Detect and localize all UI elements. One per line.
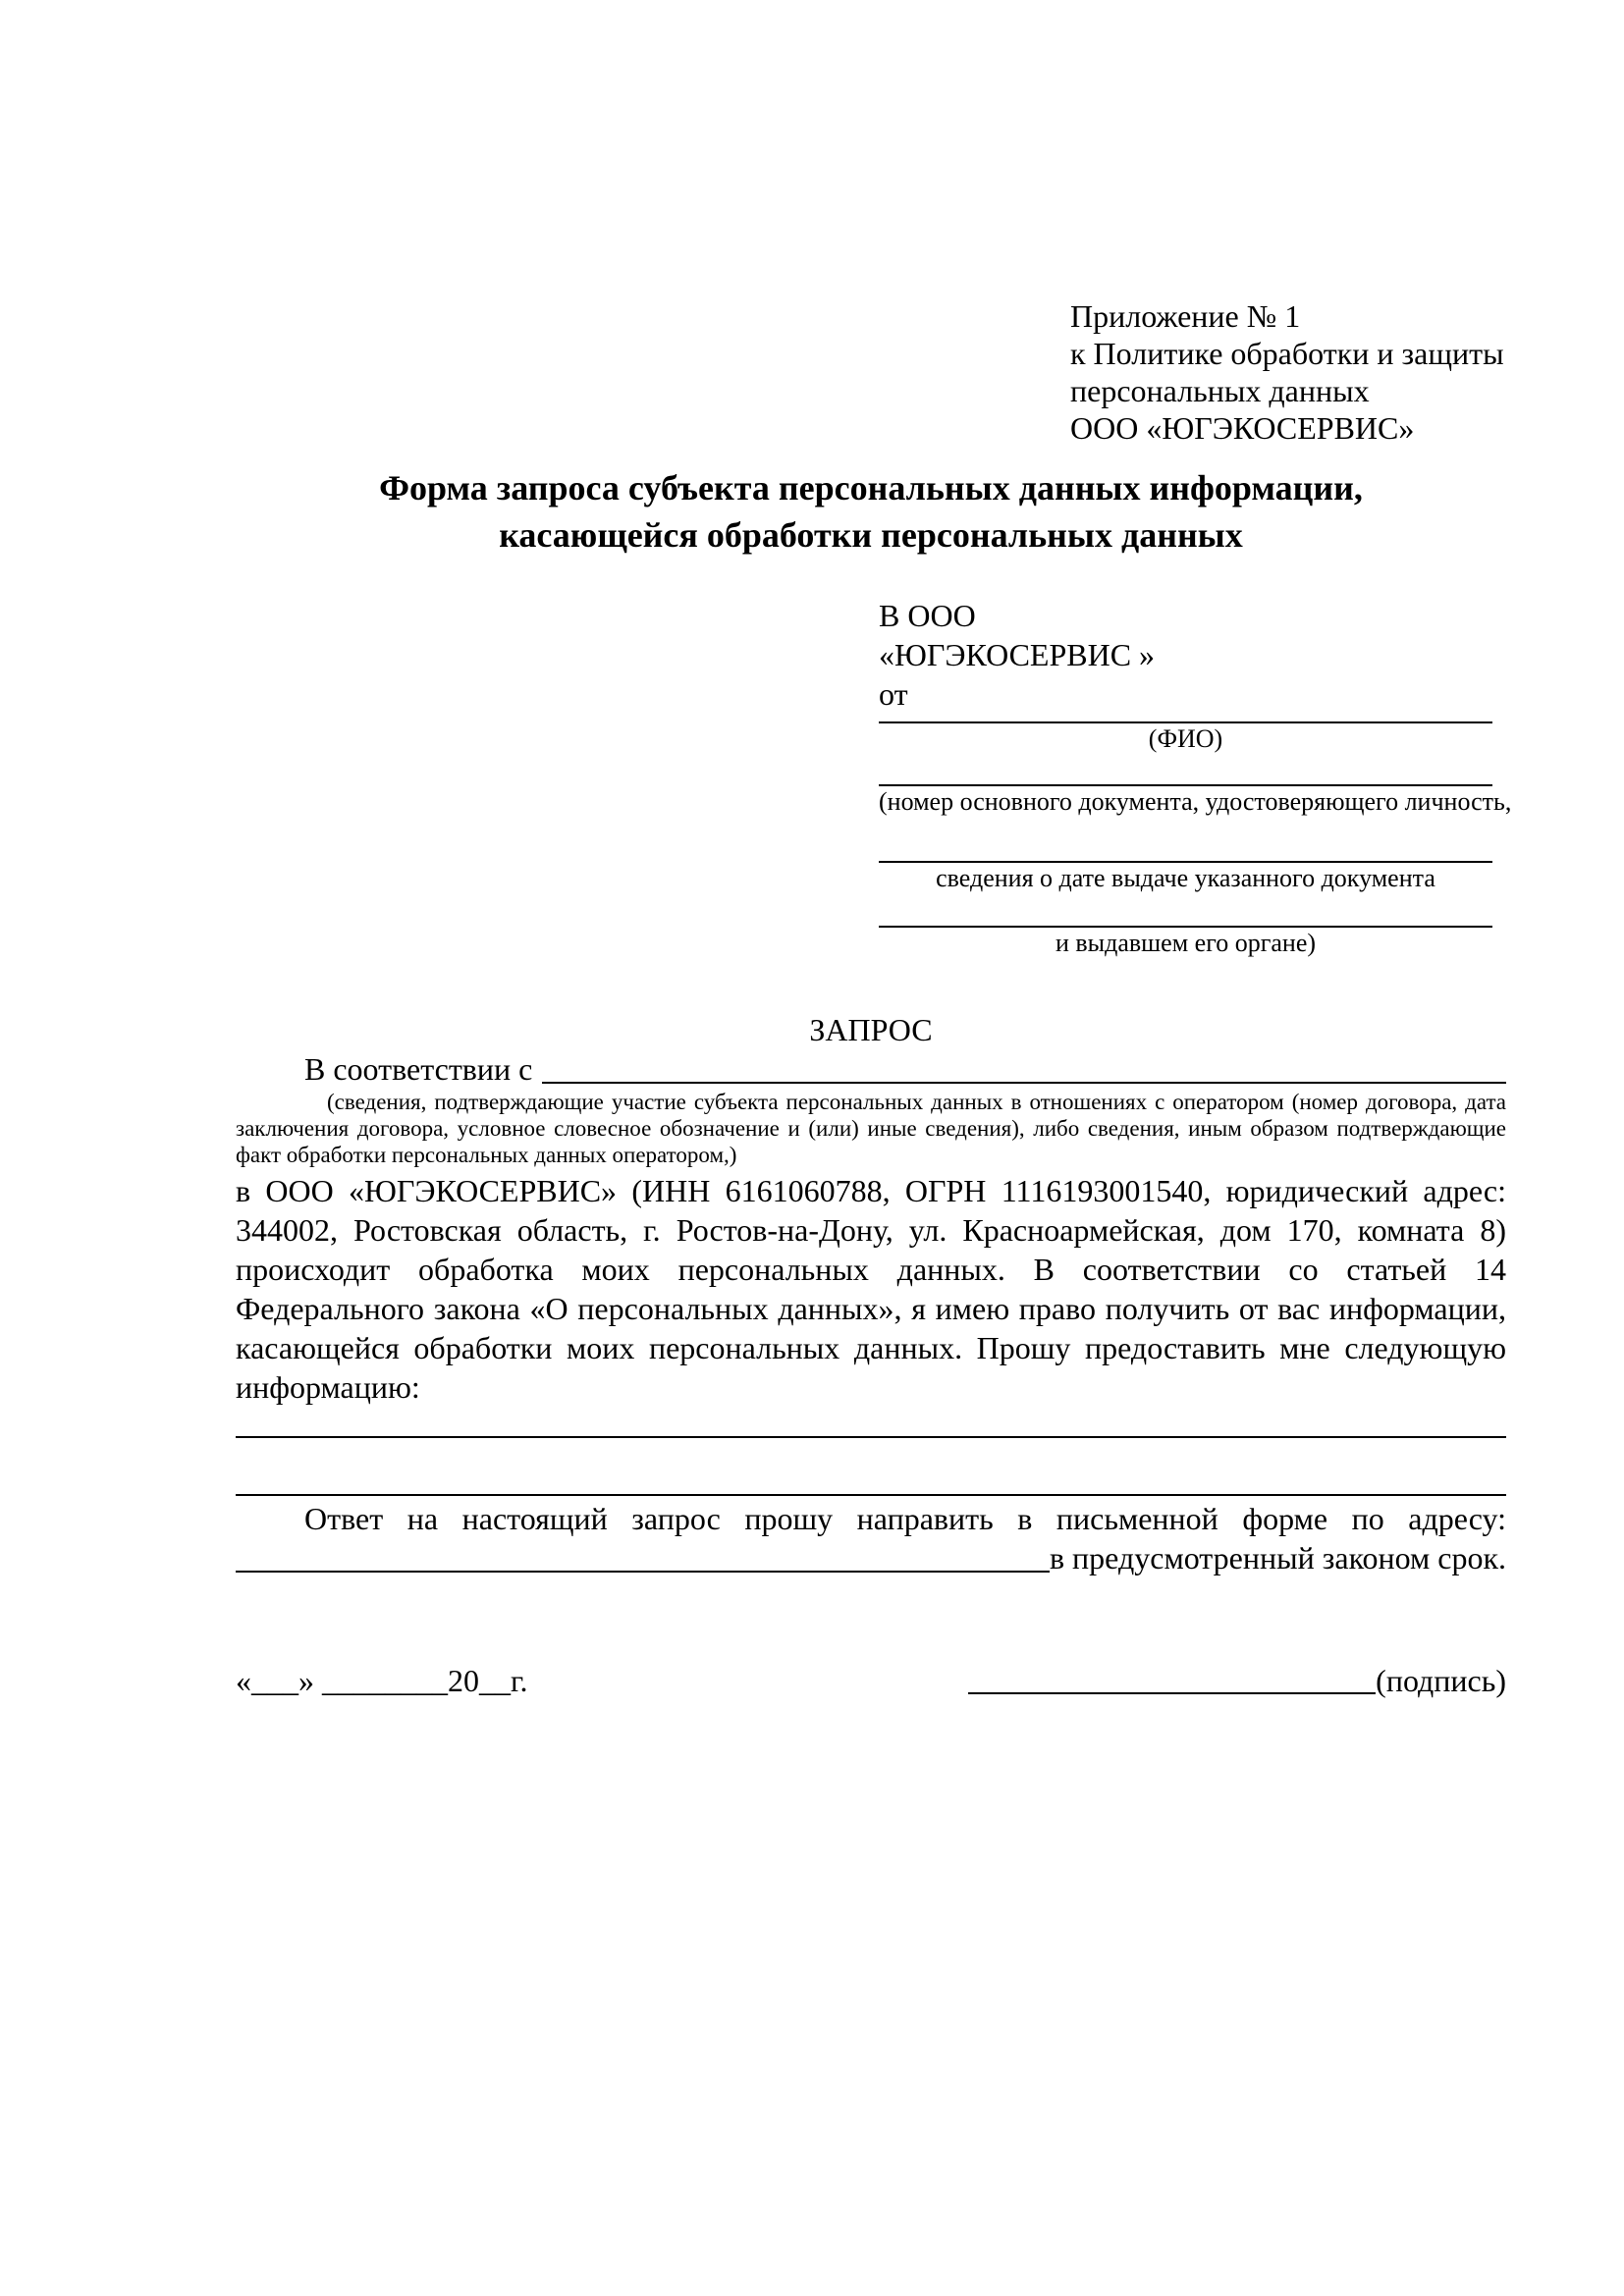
issue-date-caption: сведения о дате выдаче указанного документа	[936, 864, 1435, 892]
form-title	[236, 464, 1506, 559]
addressee-to-line-2: «ЮГЭКОСЕРВИС »	[879, 637, 1156, 672]
addressee-to-line-1: В ООО	[879, 598, 976, 633]
reply-request-paragraph: Ответ на настоящий запрос прошу направить в письменной форме по адресу:	[304, 1501, 1506, 1536]
addressee-from-label: от	[879, 676, 908, 712]
addressee-block	[879, 596, 1512, 959]
signature-group	[968, 1661, 1506, 1700]
address-blank-line	[236, 1538, 1050, 1573]
fio-blank-line	[879, 714, 1492, 723]
doc-number-blank-line	[879, 755, 1492, 786]
request-body-paragraph: в ООО «ЮГЭКОСЕРВИС» (ИНН 6161060788, ОГРН 1116193001540, юридический адрес: 344002, Ростовская область, г. Ростов-на-Дону, ул. Красноармейская, дом 170, комната 8) происходит обработка моих персональных данных. В соответствии со статьей 14 Федерального закона «О персональных данных», я имею право получить от вас информации, касающейся обработки моих персональных данных. Прошу предоставить мне следующую информацию:	[236, 1173, 1506, 1405]
request-heading: ЗАПРОС	[809, 1012, 933, 1047]
footer-row	[236, 1661, 1506, 1700]
appendix-line-1: Приложение № 1	[1070, 298, 1301, 334]
appendix-line-4: ООО «ЮГЭКОСЕРВИС»	[1070, 410, 1415, 446]
issue-date-blank-line	[879, 818, 1492, 863]
fio-caption: (ФИО)	[1148, 724, 1223, 753]
reply-address-row	[236, 1538, 1506, 1577]
appendix-line-3: персональных данных	[1070, 373, 1370, 408]
reply-suffix: в предусмотренный законом срок.	[1049, 1540, 1506, 1575]
issuer-blank-line	[879, 894, 1492, 928]
form-title-line-2: касающейся обработки персональных данных	[499, 515, 1243, 555]
doc-number-caption: (номер основного документа, удостоверяющего личность,	[879, 787, 1512, 816]
signature-caption: (подпись)	[1376, 1663, 1506, 1698]
intro-prefix: В соответствии с	[304, 1051, 533, 1087]
intro-row	[236, 1049, 1506, 1089]
info-blank-line-1	[236, 1407, 1506, 1438]
intro-blank-line	[542, 1049, 1506, 1084]
appendix-line-2: к Политике обработки и защиты	[1070, 336, 1504, 371]
info-blank-line-2	[236, 1438, 1506, 1496]
form-title-line-1: Форма запроса субъекта персональных данных информации,	[379, 468, 1363, 507]
date-blank: «___» ________20__г.	[236, 1663, 528, 1698]
intro-footnote: (сведения, подтверждающие участие субъекта персональных данных в отношениях с оператором (номер договора, дата заключения договора, условное словесное обозначение и (или) иные сведения), либо сведения, иным образом подтверждающие факт обработки персональных данных оператором,)	[236, 1090, 1506, 1167]
issuer-caption: и выдавшем его органе)	[1055, 929, 1317, 957]
appendix-header	[1070, 297, 1506, 447]
signature-blank-line	[968, 1661, 1376, 1694]
